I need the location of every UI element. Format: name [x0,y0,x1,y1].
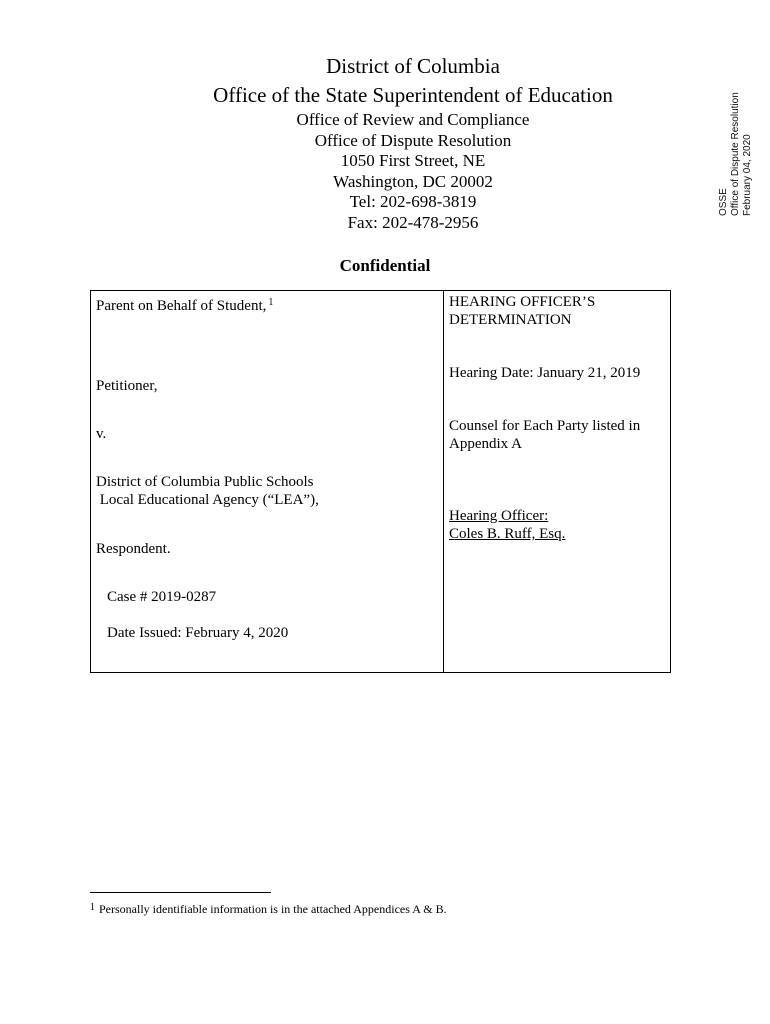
office-review: Office of Review and Compliance [296,110,530,129]
office-dispute: Office of Dispute Resolution [314,130,512,150]
versus-label: v. [96,426,107,442]
case-number: Case # 2019-0287 [107,589,217,605]
stamp-org: OSSE [718,188,729,216]
hearing-officer-label: Hearing Officer: [449,508,549,524]
phone-number: Tel: 202-698-3819 [349,192,477,211]
footnote-rule [90,892,271,893]
address-city: Washington, DC 20002 [333,171,493,191]
stamp-date: February 04, 2020 [742,134,753,216]
fax-number: Fax: 202-478-2956 [347,212,479,232]
counsel-line-1: Counsel for Each Party listed in [449,418,641,434]
hearing-date: Hearing Date: January 21, 2019 [449,365,641,381]
determination-title-2: DETERMINATION [449,312,572,328]
letterhead [0,52,770,233]
respondent-name: District of Columbia Public Schools [96,474,314,490]
respondent-lea: Local Educational Agency (“LEA”), [96,492,319,508]
parent-line [96,294,273,315]
respondent-label: Respondent. [96,541,171,557]
hearing-officer-name: Coles B. Ruff, Esq. [449,526,566,542]
determination-title-1: HEARING OFFICER’S [449,294,596,310]
district-name: District of Columbia [326,54,500,78]
address-street: 1050 First Street, NE [340,151,486,170]
footnote-text: Personally identifiable information is in the attached Appendices A & B. [99,902,447,916]
filing-stamp [718,82,758,216]
parent-label: Parent on Behalf of Student, [96,298,267,314]
footnote-ref: 1 [268,297,274,308]
counsel-line-2: Appendix A [449,436,522,452]
agency-name: Office of the State Superintendent of Education [213,83,613,107]
confidential-heading: Confidential [339,256,431,275]
date-issued: Date Issued: February 4, 2020 [107,625,289,641]
case-caption-table [90,290,671,673]
stamp-office: Office of Dispute Resolution [730,92,741,216]
petitioner-label: Petitioner, [96,378,158,394]
footnote-number: 1 [90,902,95,913]
footnote [90,902,447,917]
column-divider [443,291,444,672]
